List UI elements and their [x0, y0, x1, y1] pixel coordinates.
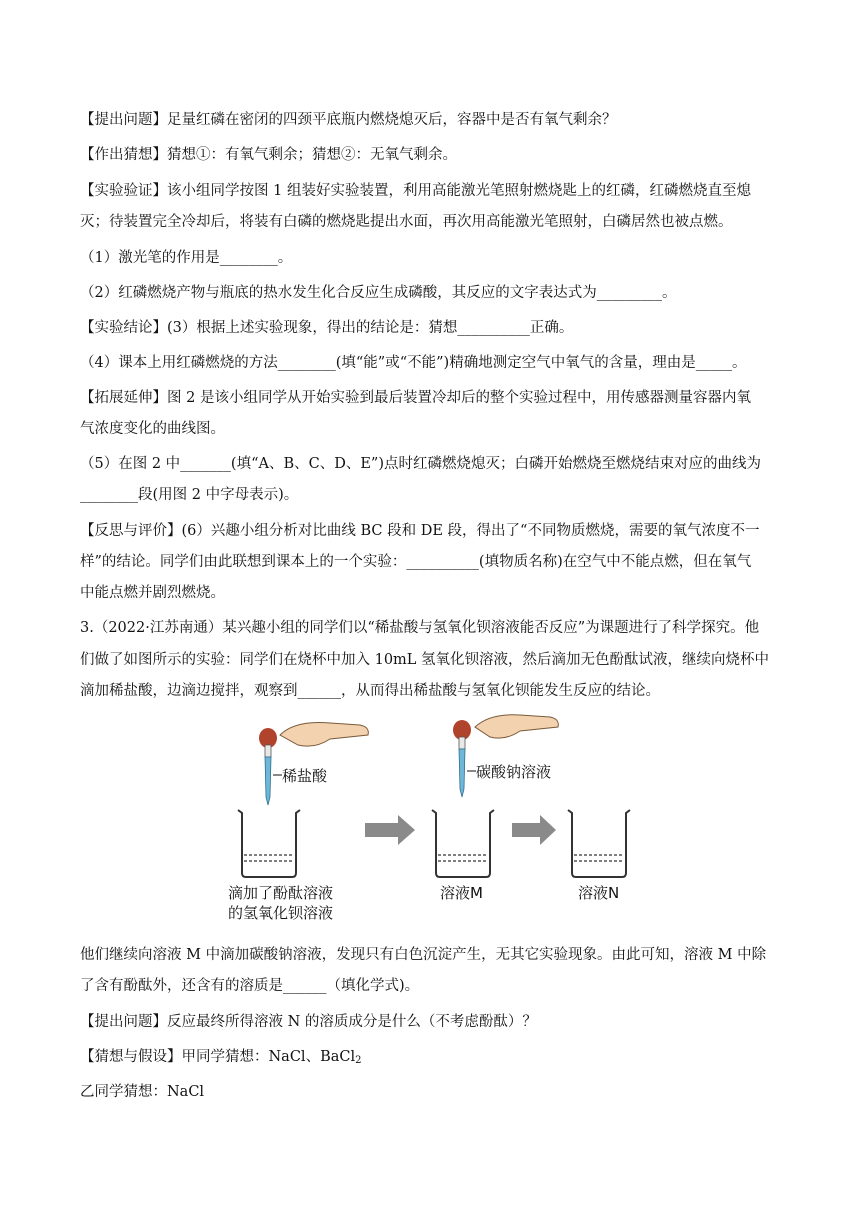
experiment-figure	[220, 705, 640, 930]
dropper-1-label: 稀盐酸	[282, 767, 328, 785]
hand-2-icon	[475, 715, 558, 738]
paragraph-verification-1: 【实验验证】该小组同学按图 1 组装好实验装置，利用高能激光笔照射燃烧匙上的红磷，红磷燃烧直至熄	[80, 183, 751, 199]
question-4: （4）课本上用红磷燃烧的方法________(填“能”或“不能”)精确地测定空气中氧气的含量，理由是_____。	[80, 355, 747, 371]
dropper-2-label: 碳酸钠溶液	[476, 763, 552, 781]
problem-3-line-3: 滴加稀盐酸，边滴边搅拌，观察到______，从而得出稀盐酸与氢氧化钡能发生反应的结论。	[80, 683, 660, 699]
hypothesis-jia-text: 【猜想与假设】甲同学猜想：NaCl、BaCl	[80, 1049, 356, 1065]
dropper-2	[453, 715, 558, 797]
beaker-3-caption: 溶液N	[578, 884, 620, 902]
arrow-right-icon-2	[512, 815, 556, 845]
question-6-line-3: 中能点燃并剧烈燃烧。	[80, 585, 225, 601]
paragraph-hypothesis: 【作出猜想】猜想①：有氧气剩余；猜想②：无氧气剩余。	[80, 147, 457, 163]
problem-3-line-2: 们做了如图所示的实验：同学们在烧杯中加入 10mL 氢氧化钡溶液，然后滴加无色酚酞试液，继续向烧杯中	[80, 652, 770, 668]
paragraph-raise-question: 【提出问题】足量红磷在密闭的四颈平底瓶内燃烧熄灭后，容器中是否有氧气剩余？	[80, 112, 617, 128]
question-6-line-2: 样”的结论。同学们由此联想到课本上的一个实验：__________(填物质名称)在空气中不能点燃，但在氧气	[80, 554, 752, 570]
hypothesis-yi: 乙同学猜想：NaCl	[80, 1084, 205, 1100]
beaker-1-caption-line-2: 的氢氧化钡溶液	[228, 904, 334, 922]
hypothesis-jia	[80, 1047, 790, 1067]
beaker-2-caption: 溶液M	[440, 884, 483, 902]
hypothesis-jia-subscript: 2	[355, 1055, 362, 1066]
question-5-line-2: ________段(用图 2 中字母表示)。	[80, 487, 299, 503]
question-2: （2）红磷燃烧产物与瓶底的热水发生化合反应生成磷酸，其反应的文字表达式为_________。	[80, 285, 677, 301]
tube-2-icon	[459, 749, 465, 797]
question-1: （1）激光笔的作用是________。	[80, 250, 293, 266]
dropper-1	[259, 723, 368, 806]
paragraph-question-n: 【提出问题】反应最终所得溶液 N 的溶质成分是什么（不考虑酚酞）？	[80, 1014, 537, 1030]
paragraph-solution-m-2: 了含有酚酞外，还含有的溶质是______（填化学式)。	[80, 978, 420, 994]
paragraph-solution-m-1: 他们继续向溶液 M 中滴加碳酸钠溶液，发现只有白色沉淀产生，无其它实验现象。由此可知，溶液 M 中除	[80, 947, 767, 963]
beaker-2	[432, 810, 494, 877]
beaker-1	[238, 810, 300, 877]
paragraph-extension-1: 【拓展延伸】图 2 是该小组同学从开始实验到最后装置冷却后的整个实验过程中，用传感器测量容器内氧	[80, 390, 751, 406]
question-5-line-1: （5）在图 2 中_______(填“A、B、C、D、E”)点时红磷燃烧熄灭；白磷开始燃烧至燃烧结束对应的曲线为	[80, 456, 761, 472]
beaker-1-caption-line-1: 滴加了酚酞溶液	[228, 884, 334, 902]
beaker-3	[568, 810, 630, 877]
hand-1-icon	[280, 723, 368, 747]
arrow-right-icon-1	[365, 815, 415, 845]
tube-1-icon	[265, 757, 271, 805]
question-3: 【实验结论】(3）根据上述实验现象，得出的结论是：猜想__________正确。	[80, 320, 574, 336]
problem-3-line-1: 3.（2022·江苏南通）某兴趣小组的同学们以“稀盐酸与氢氧化钡溶液能否反应”为课题进行了科学探究。他	[80, 620, 760, 636]
paragraph-extension-2: 气浓度变化的曲线图。	[80, 421, 225, 437]
paragraph-verification-2: 灭；待装置完全冷却后，将装有白磷的燃烧匙提出水面，再次用高能激光笔照射，白磷居然也被点燃。	[80, 214, 733, 230]
question-6-line-1: 【反思与评价】(6）兴趣小组分析对比曲线 BC 段和 DE 段，得出了“不同物质燃烧，需要的氧气浓度不一	[80, 523, 760, 539]
